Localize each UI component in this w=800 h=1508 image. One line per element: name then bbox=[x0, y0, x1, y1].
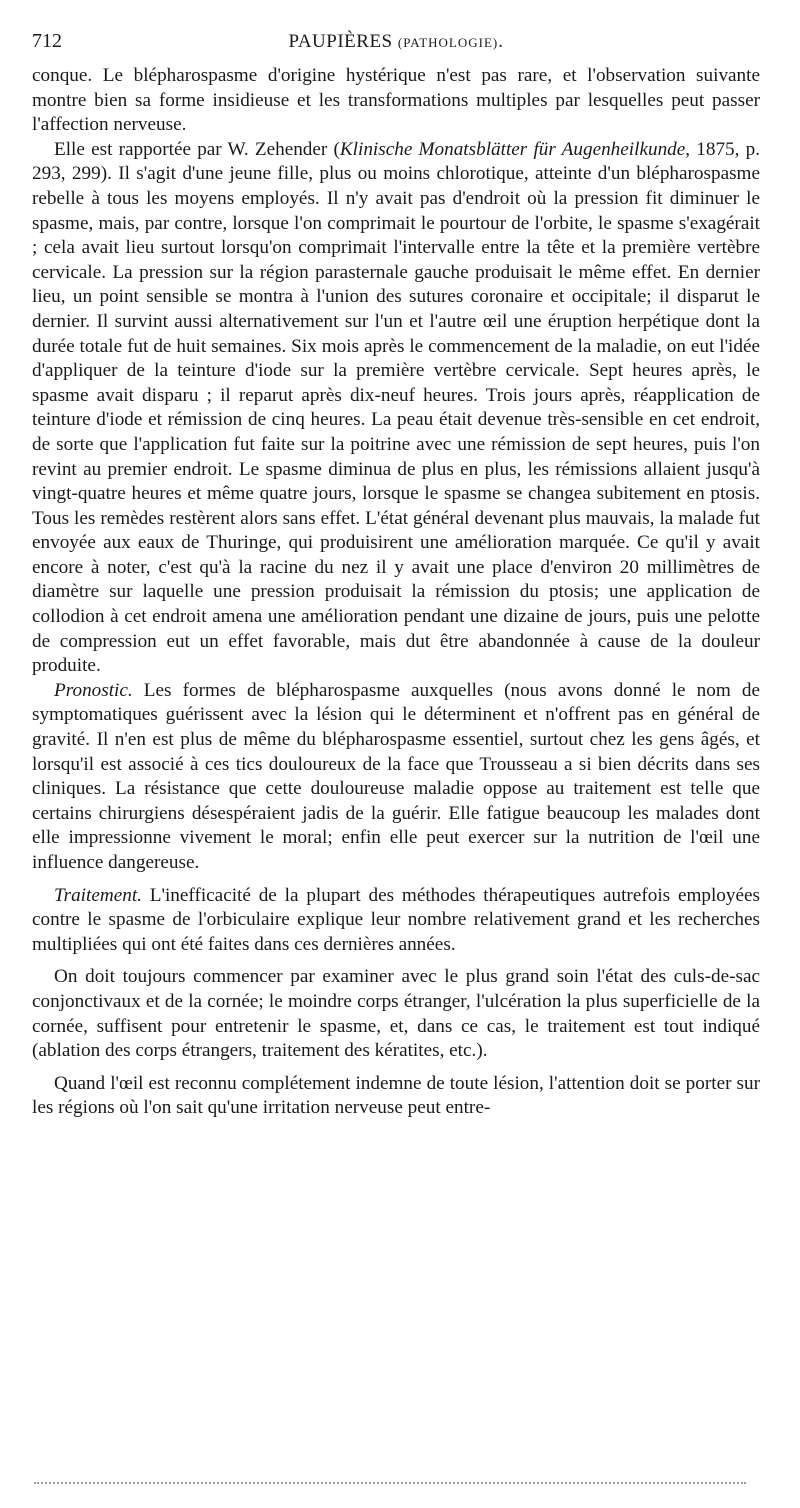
journal-title: Klinische Monatsblätter für Augenheilkunde bbox=[339, 138, 686, 160]
paragraph-case-report bbox=[32, 138, 760, 679]
footer-dotted-rule bbox=[34, 1482, 746, 1484]
paragraph-nervous-irritation: Quand l'œil est reconnu complétement indemne de toute lésion, l'attention doit se porter sur les régions où l'on sait qu'une irritation nerveuse peut entre- bbox=[32, 1072, 760, 1119]
traitement-body: L'inefficacité de la plupart des méthodes thérapeutiques autrefois employées contre le spasme de l'orbiculaire explique leur nombre relativement grand et les recherches multipliées qui ont été faites dans ces dernières années. bbox=[32, 884, 760, 955]
running-title-subject: (PATHOLOGIE) bbox=[397, 35, 499, 50]
paragraph-pronostic bbox=[32, 679, 760, 876]
paragraph-examination: On doit toujours commencer par examiner avec le plus grand soin l'état des culs-de-sac conjonctivaux et de la cornée; le moindre corps étranger, l'ulcération la plus superficielle de la cornée, suffisent pour entretenir le spasme, et, dans ce cas, le traitement est tout indiqué (ablation des corps étrangers, traitement des kératites, etc.). bbox=[32, 966, 760, 1062]
section-heading-traitement: Traitement. bbox=[54, 884, 142, 906]
section-heading-pronostic: Pronostic. bbox=[54, 679, 133, 701]
paragraph-traitement bbox=[32, 884, 760, 958]
running-title-main: PAUPIÈRES bbox=[288, 31, 393, 52]
book-page bbox=[32, 30, 760, 1121]
page-number: 712 bbox=[32, 30, 62, 52]
pronostic-body: Les formes de blépharospasme auxquelles (nous avons donné le nom de symptomatiques guérissent avec la lésion qui le déterminent et n'offrent pas en général de gravité. Il n'en est plus de même du blépharospasme essentiel, surtout chez les gens âgés, et lorsqu'il est associé à ces tics douloureux de la face que Trousseau a si bien décrits dans ses cliniques. La résistance que cette douloureuse maladie oppose au traitement est telle que certains chirurgiens désespéraient jadis de la guérir. Elle fatigue beaucoup les malades dont elle impressionne vivement le moral; enfin elle peut exercer sur la nutrition de l'œil une influence dangereuse. bbox=[32, 679, 760, 873]
case-report-intro: Elle est rapportée par W. Zehender ( bbox=[54, 138, 340, 160]
running-head bbox=[32, 30, 760, 64]
paragraph-continuation: conque. Le blépharospasme d'origine hystérique n'est pas rare, et l'observation suivante montre bien sa forme insidieuse et les transformations multiples par lesquelles peut passer l'affection nerveuse. bbox=[32, 65, 760, 136]
running-title bbox=[92, 31, 760, 53]
body-text bbox=[32, 64, 760, 1121]
case-report-body: , 1875, p. 293, 299). Il s'agit d'une jeune fille, plus ou moins chlorotique, atteinte d'un blépharospasme rebelle à tous les moyens employés. Il n'y avait pas d'endroit où la pression fit diminuer le spasme, mais, par contre, lorsque l'on comprimait le pourtour de l'orbite, le spasme s'exagérait ; cela avait lieu surtout lorsqu'on comprimait l'intervalle entre la tête et la première vertèbre cervicale. La pression sur la région parasternale gauche produisait le même effet. En dernier lieu, un point sensible se montra à l'union des sutures coronaire et occipitale; il disparut le dernier. Il survint aussi alternativement sur l'un et l'autre œil une éruption herpétique dont la durée totale fut de huit semaines. Six mois après le commencement de la maladie, on eut l'idée d'appliquer de la teinture d'iode sur la première vertèbre cervicale. Sept heures après, le spasme avait disparu ; il reparut après dix-neuf heures. Trois jours après, réapplication de teinture d'iode et rémission de cinq heures. La peau était devenue très-sensible en cet endroit, de sorte que l'application fut faite sur la poitrine avec une rémission de sept heures, puis l'on revint au premier endroit. Le spasme diminua de plus en plus, les rémissions allaient jusqu'à vingt-quatre heures et même quatre jours, lorsque le spasme se changea subitement en ptosis. Tous les remèdes restèrent alors sans effet. L'état général devenant plus mauvais, la malade fut envoyée aux eaux de Thuringe, qui produisirent une amélioration marquée. Ce qu'il y avait encore à noter, c'est qu'à la racine du nez il y avait une place d'environ 20 millimètres de diamètre sur laquelle une pression produisait la rémission du ptosis; une application de collodion à cet endroit amena une amélioration pendant une dizaine de jours, puis une pelotte de compression eut un effet favorable, mais dut être abandonnée à cause de la douleur produite. bbox=[32, 138, 761, 677]
running-title-period: . bbox=[498, 31, 504, 52]
